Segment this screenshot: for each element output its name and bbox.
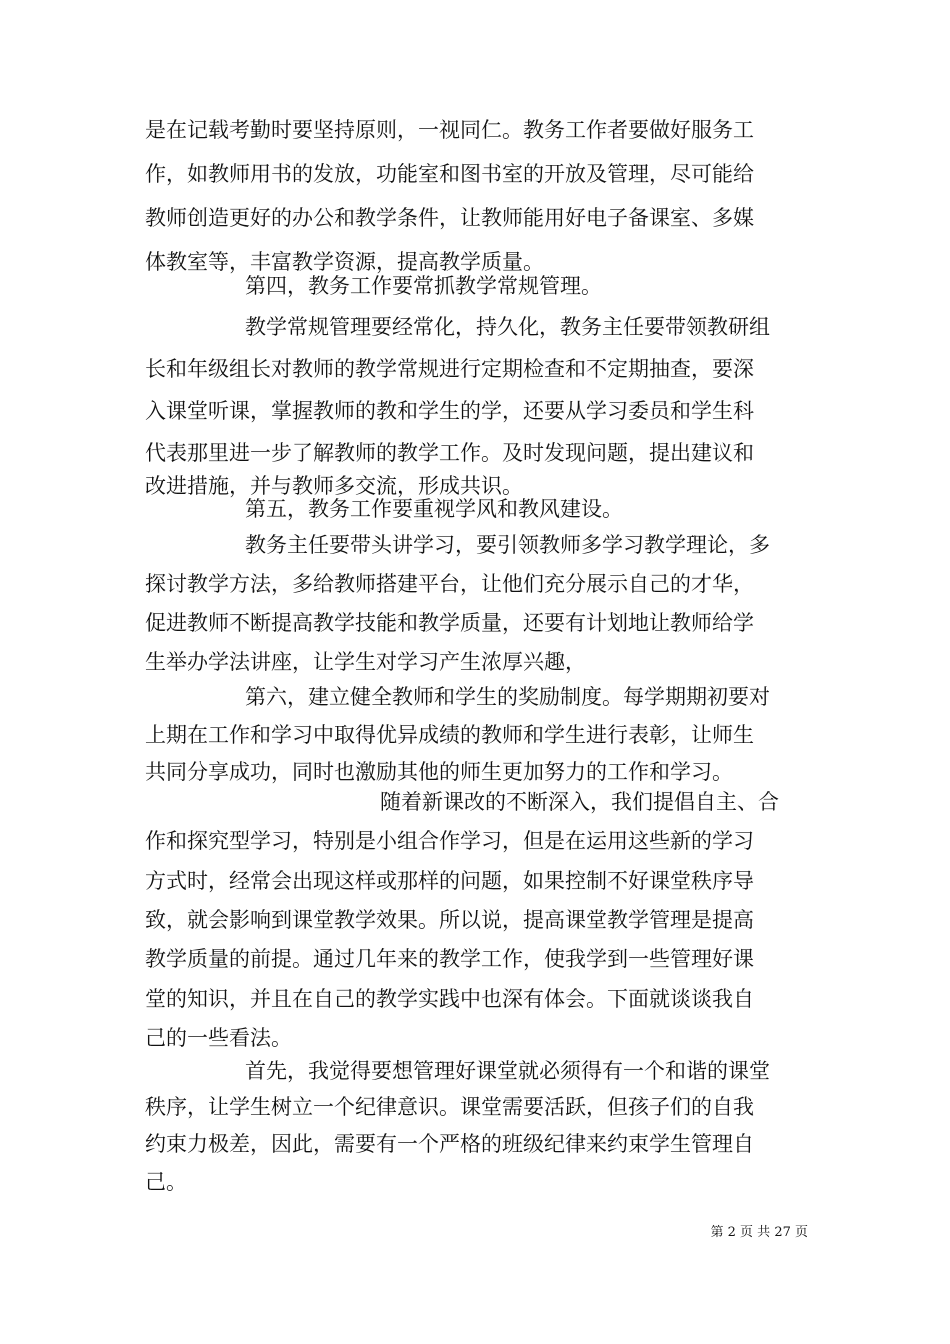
text-line: 教学常规管理要经常化，持久化，教务主任要带领教研组 bbox=[245, 315, 770, 339]
section-heading: 第五，教务工作要重视学风和教风建设。 bbox=[245, 497, 623, 521]
text-line: 体教室等，丰富教学资源，提高教学质量。 bbox=[145, 250, 544, 274]
text-line: 代表那里进一步了解教师的教学工作。及时发现问题，提出建议和 bbox=[145, 441, 754, 465]
text-line: 秩序，让学生树立一个纪律意识。课堂需要活跃，但孩子们的自我 bbox=[145, 1095, 754, 1119]
text-line: 教学质量的前提。通过几年来的教学工作，使我学到一些管理好课 bbox=[145, 947, 754, 971]
text-line: 探讨教学方法，多给教师搭建平台，让他们充分展示自己的才华， bbox=[145, 572, 754, 596]
text-line: 长和年级组长对教师的教学常规进行定期检查和不定期抽查，要深 bbox=[145, 357, 754, 381]
text-line: 堂的知识，并且在自己的教学实践中也深有体会。下面就谈谈我自 bbox=[145, 987, 754, 1011]
text-line: 方式时，经常会出现这样或那样的问题，如果控制不好课堂秩序导 bbox=[145, 869, 754, 893]
section-heading: 第六，建立健全教师和学生的奖励制度。每学期期初要对 bbox=[245, 685, 770, 709]
text-line: 己的一些看法。 bbox=[145, 1026, 292, 1050]
section-heading: 第四，教务工作要常抓教学常规管理。 bbox=[245, 274, 602, 298]
text-line: 改进措施，并与教师多交流，形成共识。 bbox=[145, 474, 523, 498]
text-line: 入课堂听课，掌握教师的教和学生的学，还要从学习委员和学生科 bbox=[145, 399, 754, 423]
text-line: 上期在工作和学习中取得优异成绩的教师和学生进行表彰，让师生 bbox=[145, 723, 754, 747]
text-line: 随着新课改的不断深入，我们提倡自主、合 bbox=[380, 790, 779, 814]
text-line: 约束力极差，因此，需要有一个严格的班级纪律来约束学生管理自 bbox=[145, 1132, 754, 1156]
text-line: 首先，我觉得要想管理好课堂就必须得有一个和谐的课堂 bbox=[245, 1059, 770, 1083]
text-line: 是在记载考勤时要坚持原则，一视同仁。教务工作者要做好服务工 bbox=[145, 118, 754, 142]
text-line: 作和探究型学习，特别是小组合作学习，但是在运用这些新的学习 bbox=[145, 829, 754, 853]
page-number: 第 2 页 共 27 页 bbox=[710, 1225, 808, 1240]
text-line: 教师创造更好的办公和教学条件，让教师能用好电子备课室、多媒 bbox=[145, 206, 754, 230]
text-line: 教务主任要带头讲学习，要引领教师多学习教学理论，多 bbox=[245, 533, 770, 557]
text-line: 共同分享成功，同时也激励其他的师生更加努力的工作和学习。 bbox=[145, 760, 733, 784]
text-line: 作，如教师用书的发放，功能室和图书室的开放及管理，尽可能给 bbox=[145, 162, 754, 186]
text-line: 己。 bbox=[145, 1170, 187, 1194]
text-line: 促进教师不断提高教学技能和教学质量，还要有计划地让教师给学 bbox=[145, 611, 754, 635]
text-line: 生举办学法讲座，让学生对学习产生浓厚兴趣， bbox=[145, 650, 586, 674]
text-line: 致，就会影响到课堂教学效果。所以说，提高课堂教学管理是提高 bbox=[145, 908, 754, 932]
